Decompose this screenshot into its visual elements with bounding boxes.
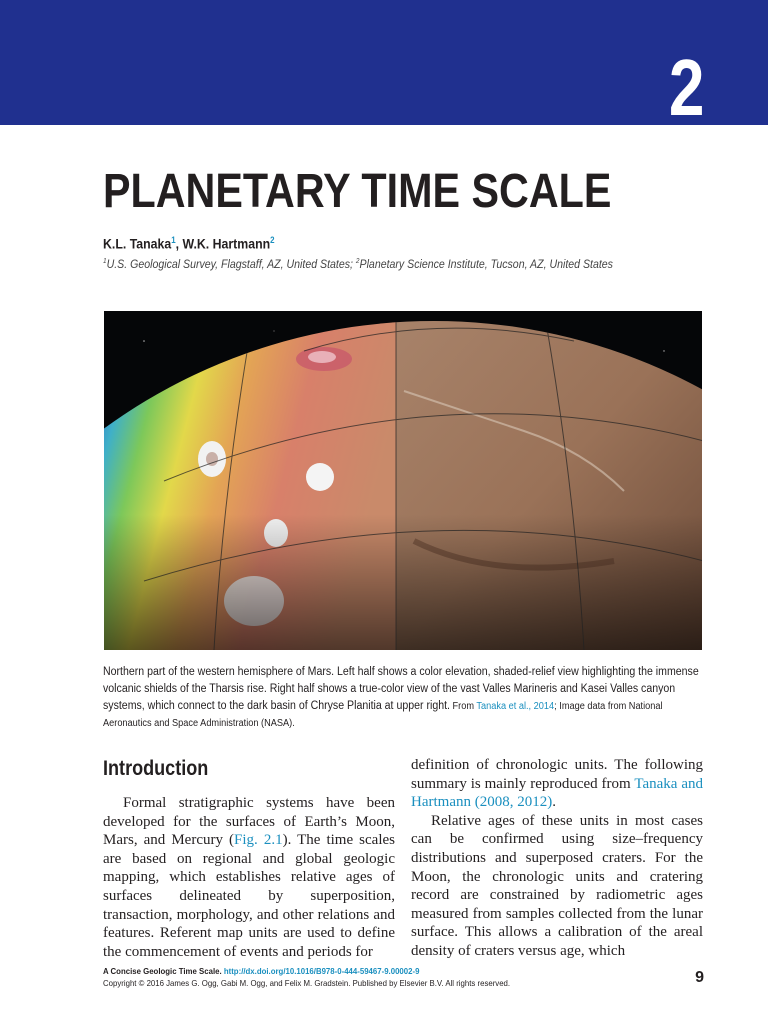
chapter-title: PLANETARY TIME SCALE	[103, 165, 612, 218]
intro-paragraph-2: Relative ages of these units in most cases can be confirmed using size–frequency distributions and superposed craters. For the Moon, the chronologic units and cratering record are constrained by radiometric ages measured from samples collected from the lunar surface. This allows a calibration of the areal density of craters versus age, which	[411, 812, 703, 959]
footer-book-title: A Concise Geologic Time Scale.	[103, 966, 224, 976]
author-hartmann: W.K. Hartmann	[182, 235, 271, 252]
intro-p1-text-a: Formal stratigraphic systems have been developed for the surfaces of Earth’s Moon, Mars, and Mercury (	[103, 795, 395, 849]
affiliation-usgs: U.S. Geological Survey, Flagstaff, AZ, United States;	[106, 258, 356, 271]
footer-book-line	[103, 966, 419, 976]
caption-citation-link[interactable]: Tanaka et al., 2014	[476, 701, 555, 712]
affiliations	[103, 258, 613, 271]
footer-doi-link[interactable]: http://dx.doi.org/10.1016/B978-0-444-59467-9.00002-9	[223, 966, 420, 976]
chapter-number: 2	[668, 43, 704, 132]
column-left	[103, 756, 395, 961]
affil-marker-1: 1	[103, 258, 107, 265]
intro-paragraph-1	[103, 794, 395, 961]
caption-source-suffix: ; Image data from National Aeronautics and Space Administration (NASA).	[103, 701, 663, 729]
author-line	[103, 235, 275, 252]
affiliation-psi: Planetary Science Institute, Tucson, AZ, United States	[359, 258, 613, 271]
section-heading-introduction: Introduction	[103, 757, 209, 780]
mars-figure	[104, 311, 702, 650]
affil-marker-2: 2	[355, 258, 360, 265]
intro-p2-text-b: .	[552, 794, 556, 811]
figure-caption	[103, 664, 703, 732]
intro-p2-text-a: definition of chronologic units. The following summary is mainly reproduced from	[411, 757, 703, 792]
page-number: 9	[695, 969, 704, 986]
intro-p1-text-b: ). The time scales are based on regional and global geologic mapping, which establishes relative ages of surfaces delineated by superposition, transaction, morphology, and other relations and features. Referent map units are used to define the commencement of events and periods for	[103, 832, 395, 960]
tanaka-hartmann-link[interactable]: Tanaka and Hartmann (2008, 2012)	[411, 775, 704, 811]
caption-text: Northern part of the western hemisphere of Mars. Left half shows a color elevation, shaded-relief view highlighting the immense volcanic shields of the Tharsis rise. Right half shows a true-color view of the vast Valles Marineris and Kasei Valles canyon systems, which connect to the dark basin of Chryse Planitia at upper right.	[103, 666, 699, 712]
fig-2-1-link[interactable]: Fig. 2.1	[234, 832, 283, 849]
author-tanaka: K.L. Tanaka	[103, 235, 172, 252]
footer-copyright: Copyright © 2016 James G. Ogg, Gabi M. Ogg, and Felix M. Gradstein. Published by Elsevier B.V. All rights reserved.	[103, 978, 511, 988]
caption-source-prefix: From	[449, 701, 477, 712]
mars-globe-image	[104, 311, 702, 650]
intro-paragraph-1-cont	[411, 756, 703, 812]
author-tanaka-affil-link[interactable]: 1	[171, 235, 176, 245]
author-hartmann-affil-link[interactable]: 2	[270, 235, 275, 245]
column-right	[411, 756, 703, 961]
chapter-banner	[0, 0, 768, 125]
author-separator: ,	[175, 235, 183, 252]
